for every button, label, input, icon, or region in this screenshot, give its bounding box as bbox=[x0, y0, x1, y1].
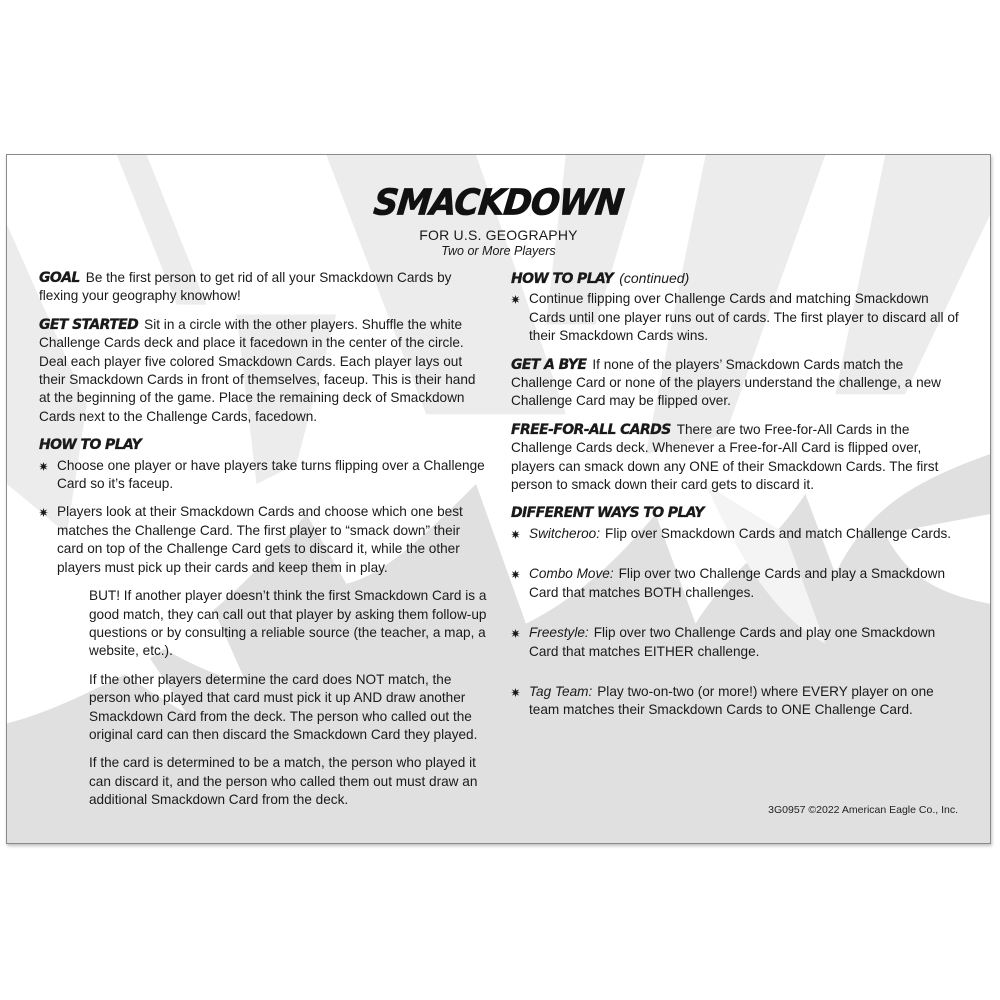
variant-name: Tag Team: bbox=[529, 683, 593, 699]
starburst-bullet-icon bbox=[511, 530, 520, 539]
variant-name: Combo Move: bbox=[529, 566, 614, 582]
how-to-play-continued-heading: HOW TO PLAY bbox=[511, 271, 614, 287]
get-a-bye-heading: GET A BYE bbox=[511, 356, 587, 373]
variant-name: Freestyle: bbox=[529, 625, 589, 641]
get-a-bye-text: If none of the players’ Smackdown Cards match the Challenge Card or none of the players understand the challenge, a new Challenge Card may be flipped over. bbox=[511, 356, 942, 409]
get-a-bye-section bbox=[511, 356, 966, 411]
get-started-text: Sit in a circle with the other players. Shuffle the white Challenge Cards deck and place it facedown in the center of the circle. Deal each player five colored Smackdown Cards. Each player lays out their Smackdown Cards in front of themselves, faceup. This is their hand at the beginning of the game. Place the remaining deck of Smackdown Cards next to the Challenge Cards, facedown. bbox=[39, 316, 476, 424]
how-to-play-section bbox=[39, 436, 489, 454]
list-item: Continue flipping over Challenge Cards and matching Smackdown Cards until one player runs out of cards. The first player to discard all of their Smackdown Cards wins. bbox=[511, 290, 966, 345]
different-ways-section bbox=[511, 504, 966, 522]
right-column bbox=[511, 269, 966, 742]
list-item bbox=[511, 565, 966, 602]
free-for-all-section bbox=[511, 421, 966, 495]
player-count: Two or More Players bbox=[441, 244, 556, 258]
variant-text: Play two-on-two (or more!) where EVERY player on one team matches their Smackdown Cards to ONE Challenge Card. bbox=[529, 683, 934, 718]
how-to-play-list bbox=[39, 457, 489, 577]
free-for-all-text: There are two Free-for-All Cards in the Challenge Cards deck. Whenever a Free-for-All Card is flipped over, players can smack down any ONE of their Smackdown Cards. The first person to smack down their card gets to discard it. bbox=[511, 421, 939, 493]
variant-text: Flip over two Challenge Cards and play one Smackdown Card that matches EITHER challenge. bbox=[529, 625, 936, 659]
list-item bbox=[511, 624, 966, 661]
free-for-all-heading: FREE-FOR-ALL CARDS bbox=[511, 421, 671, 438]
continued-label: (continued) bbox=[619, 270, 690, 286]
get-started-section bbox=[39, 316, 489, 426]
list-item bbox=[511, 683, 966, 720]
game-title: SMACKDOWN bbox=[371, 182, 626, 224]
variant-text: Flip over Smackdown Cards and match Challenge Cards. bbox=[605, 525, 952, 541]
list-item bbox=[511, 525, 966, 543]
starburst-bullet-icon bbox=[511, 295, 520, 304]
how-to-play-heading: HOW TO PLAY bbox=[39, 437, 142, 454]
game-subtitle: FOR U.S. GEOGRAPHY bbox=[419, 227, 578, 243]
starburst-bullet-icon bbox=[39, 508, 48, 517]
variant-name: Switcheroo: bbox=[529, 525, 601, 541]
variant-text: Flip over two Challenge Cards and play a Smackdown Card that matches BOTH challenges. bbox=[529, 566, 946, 600]
different-ways-list bbox=[511, 525, 966, 720]
different-ways-heading: DIFFERENT WAYS TO PLAY bbox=[511, 505, 704, 522]
starburst-bullet-icon bbox=[511, 570, 520, 579]
starburst-bullet-icon bbox=[511, 629, 520, 638]
left-column bbox=[39, 269, 489, 820]
how-to-play-continued-list bbox=[511, 290, 966, 345]
list-item: Choose one player or have players take turns flipping over a Challenge Card so it’s faceup. bbox=[39, 457, 489, 494]
copyright-footer: 3G0957 ©2022 American Eagle Co., Inc. bbox=[768, 804, 958, 816]
how-to-play-continued-section bbox=[511, 269, 966, 288]
goal-section bbox=[39, 269, 489, 306]
starburst-bullet-icon bbox=[511, 688, 520, 697]
title-block bbox=[7, 183, 990, 258]
get-started-heading: GET STARTED bbox=[39, 316, 139, 333]
sub-paragraph: If the card is determined to be a match, the person who played it can discard it, and the person who called them out must draw an additional Smackdown Card from the deck. bbox=[89, 755, 478, 808]
starburst-bullet-icon bbox=[39, 462, 48, 471]
goal-text: Be the first person to get rid of all your Smackdown Cards by flexing your geography knowhow! bbox=[39, 270, 452, 304]
instruction-card bbox=[6, 154, 991, 844]
goal-heading: GOAL bbox=[39, 270, 80, 286]
list-item: Players look at their Smackdown Cards and choose which one best matches the Challenge Card. The first player to “smack down” their card on top of the Challenge Card gets to discard it, while the other players must pick up their cards and keep them in play. bbox=[39, 503, 489, 577]
sub-paragraph: BUT! If another player doesn’t think the first Smackdown Card is a good match, they can call out that player by asking them follow-up questions or by consulting a reliable source (the teacher, a map, a website, etc.). bbox=[89, 588, 487, 659]
sub-paragraph: If the other players determine the card does NOT match, the person who played that card must pick it up AND draw another Smackdown Card from the deck. The person who called out the original card can then discard the Smackdown Card they played. bbox=[89, 671, 478, 742]
